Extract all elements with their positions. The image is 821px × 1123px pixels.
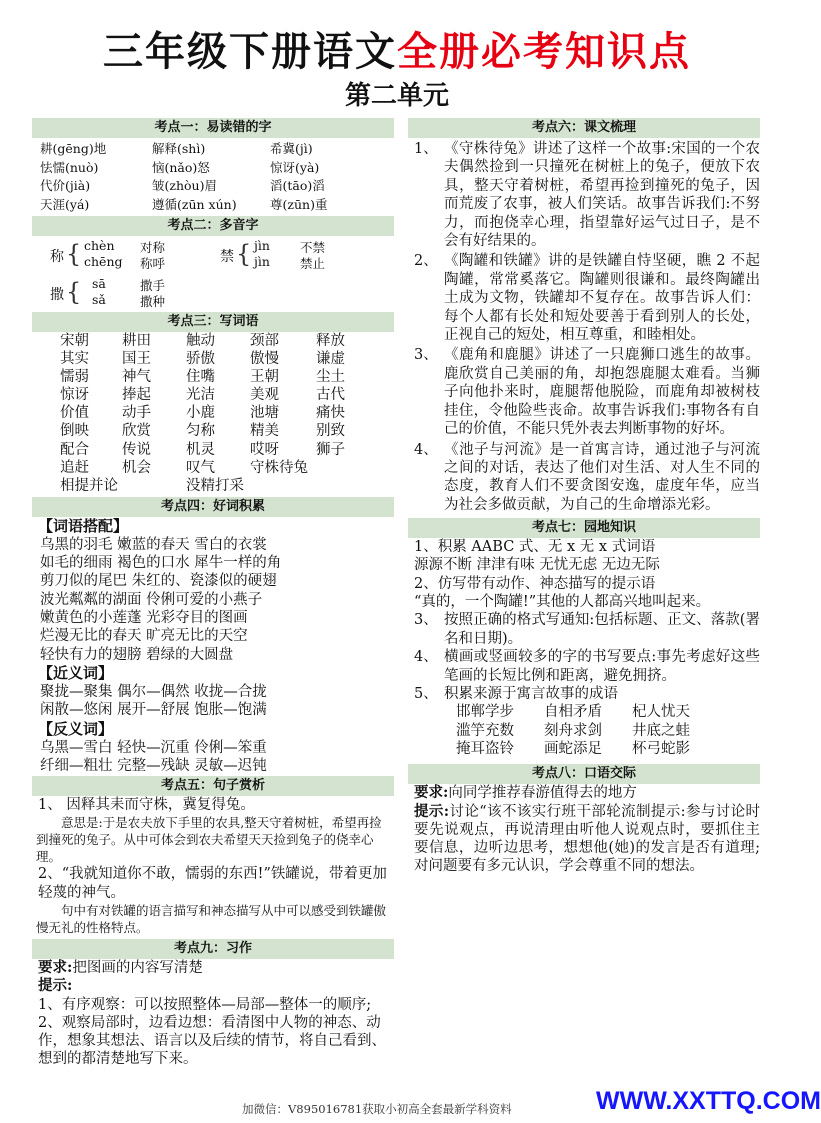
- footer-note: 加微信：V895016781获取小初高全套最新学科资料: [242, 1102, 512, 1116]
- word: [122, 477, 186, 495]
- section-header-6: 考点六：课文梳理: [408, 118, 760, 138]
- word: 耕田: [122, 333, 151, 349]
- word: 骄傲: [186, 351, 215, 368]
- item-number: 3、: [414, 612, 438, 629]
- word: 价值: [60, 405, 89, 422]
- item-text: 《陶罐和铁罐》讲的是铁罐自恃坚硬，瞧 2 不起陶罐，常常奚落它。陶罐则很谦和。最终陶罐出土成为文物，铁罐却不复存在。故事告诉人们：每个人都有长处和短处要善于看到别人的长处，正视自己的短处，相互尊重，和睦相处。: [444, 253, 760, 344]
- text-summary-item: [408, 140, 760, 250]
- title-red: 全册必考知识点: [397, 28, 691, 75]
- word: [316, 477, 376, 495]
- collocation-line: 波光粼粼的湖面 伶俐可爱的小燕子: [40, 591, 263, 608]
- word: 精美: [250, 423, 279, 440]
- sentence-2-analysis: 句中有对铁罐的语言描写和神态描写从中可以感受到铁罐傲慢无礼的性格特点。: [36, 903, 387, 935]
- polyphone-char: 称: [50, 249, 64, 265]
- idiom: 邯郸学步: [456, 704, 514, 721]
- pinyin: sā: [92, 276, 106, 291]
- collocation-line: 嫩黄色的小莲蓬 光彩夺目的图画: [40, 610, 248, 627]
- section-header-2: 考点二：多音字: [32, 216, 394, 236]
- misread-char: 皱(zhòu)眉: [152, 178, 217, 193]
- tip-text: 讨论“该不该实行班干部轮流制提示:参与讨论时要先说观点，再说清理由听他人说观点时，要抓住主要信息，边听边思考，想想他(她)的发言是否有道理;对问题要有多元认识，学会尊重不同的想法。: [414, 803, 761, 875]
- item-text: 积累来源于寓言故事的成语: [444, 685, 618, 702]
- idiom: 井底之蛙: [632, 722, 690, 739]
- word: 哎呀: [250, 441, 279, 458]
- word: 配合: [60, 441, 89, 458]
- word: 守株待兔: [250, 459, 308, 476]
- word: 撒种: [140, 294, 166, 309]
- left-column: [32, 118, 394, 1069]
- speaking-requirement: [408, 784, 760, 802]
- garden-line: 1、积累 AABC 式、无 x 无 x 式词语: [414, 539, 656, 556]
- writing-requirement: [32, 959, 394, 977]
- misread-char: 滔(tāo)滔: [270, 178, 325, 193]
- item-number: 2、: [414, 253, 438, 270]
- sentence-1-analysis: 意思是:于是农夫放下手里的农具,整天守着树桩，希望再捡到撞死的兔子。从中可体会到农夫希望天天捡到兔子的侥幸心理。: [36, 815, 382, 865]
- collocation-line: 如毛的细雨 褐色的口水 犀牛一样的角: [40, 555, 282, 572]
- antonym-line: 纤细—粗壮 完整—残缺 灵敏—迟钝: [40, 757, 267, 774]
- section-header-8: 考点八：口语交际: [408, 764, 760, 784]
- misread-char: 遵循(zūn xún): [152, 196, 237, 212]
- word: 机灵: [186, 441, 215, 458]
- writing-tip: 1、有序观察：可以按照整体—局部—整体一的顺序;: [38, 996, 372, 1013]
- idiom: 刻舟求剑: [544, 722, 602, 739]
- antonym-line: 乌黑—雪白 轻快—沉重 伶俐—笨重: [40, 739, 267, 756]
- collocation-line: 剪刀似的尾巴 朱红的、瓷漆似的硬翅: [40, 573, 277, 590]
- word: 欣赏: [122, 423, 151, 440]
- right-column: [408, 118, 760, 876]
- synonym-line: 聚拢—聚集 偶尔—偶然 收拢—合拢: [40, 683, 267, 700]
- collocation-line: 烂漫无比的春天 旷亮无比的天空: [40, 628, 248, 645]
- requirement-label: 要求:: [38, 959, 73, 976]
- section-header-7: 考点七：园地知识: [408, 518, 760, 538]
- word: 传说: [122, 441, 151, 458]
- misread-char: 天涯(yá): [40, 196, 90, 212]
- brace-icon: {: [66, 278, 82, 306]
- polyphone-group: [32, 238, 394, 270]
- garden-item: [408, 685, 760, 703]
- word-list-grid: [32, 332, 394, 495]
- misread-char: 惊讶(yà): [270, 159, 320, 175]
- garden-line: 源源不断 津津有味 无忧无虑 无边无际: [414, 557, 660, 574]
- polyphone-char: 撒: [50, 287, 64, 303]
- word: 宋朝: [60, 333, 89, 349]
- word: 对称: [140, 240, 166, 255]
- item-number: 1、: [414, 141, 438, 157]
- item-number: 3、: [414, 347, 438, 364]
- idiom: 杯弓蛇影: [632, 740, 690, 757]
- polyphone-group: [32, 276, 394, 308]
- tip-label: 提示:: [414, 802, 450, 820]
- section-header-5: 考点五：句子赏析: [32, 776, 394, 796]
- item-text: 《守株待兔》讲述了这样一个故事:宋国的一个农夫偶然捡到一只撞死在树桩上的兔子，便放下农具，整天守着树桩，希望再捡到撞死的兔子，因而荒废了农事，被人们笑话。故事告诉我们:不努力，而抱侥幸心理，指望靠好运气过日子，是不会有好结果的。: [444, 141, 760, 250]
- word: 神气: [122, 369, 151, 386]
- item-text: 《鹿角和鹿腿》讲述了一只鹿狮口逃生的故事。鹿欣赏自己美丽的角，却抱怨鹿腿太难看。当狮子向他扑来时，鹿腿帮他脱险，而鹿角却被树枝挂住，令他险些丧命。故事告诉我们:事物各有自己的价值，不能只凭外表去判断事物的好坏。: [444, 347, 760, 438]
- sentence-2: 2、“我就知道你不敢，懦弱的东西!”铁罐说，带着更加轻蔑的神气。: [38, 866, 387, 901]
- brace-icon: {: [66, 240, 82, 268]
- item-text: 按照正确的格式写通知:包括标题、正文、落款(署名和日期)。: [444, 612, 760, 647]
- brace-icon: {: [236, 240, 252, 268]
- text-summary-item: [408, 441, 760, 515]
- word: [250, 477, 316, 495]
- word: 撒手: [140, 278, 166, 293]
- word: 触动: [186, 333, 215, 349]
- site-watermark: WWW.XXTTQ.COM: [596, 1087, 821, 1115]
- word: 住嘴: [186, 369, 215, 386]
- pinyin: chēng: [84, 254, 123, 269]
- word: 捧起: [122, 387, 151, 404]
- misread-char: 耕(gēng)地: [40, 141, 107, 156]
- synonym-line: 闲散—悠闲 展开—舒展 饱胀—饱满: [40, 702, 267, 719]
- item-number: 4、: [414, 649, 438, 666]
- word: 傲慢: [250, 351, 279, 368]
- page-title: [0, 30, 794, 74]
- word: 古代: [316, 387, 345, 404]
- text-summary-item: [408, 252, 760, 344]
- word: 谦虚: [316, 351, 345, 368]
- collocation-title: 【词语搭配】: [38, 516, 129, 535]
- text-summary-item: [408, 346, 760, 438]
- idiom: 杞人忧天: [632, 704, 690, 721]
- word: 没精打采: [186, 477, 244, 494]
- polyphone-char: 禁: [220, 249, 234, 265]
- collocation-line: 乌黑的羽毛 嫩蓝的春天 雪白的衣裳: [40, 536, 267, 553]
- synonym-title: 【近义词】: [38, 663, 114, 682]
- idiom: 掩耳盗铃: [456, 740, 514, 757]
- garden-line: “真的，一个陶罐!”其他的人都高兴地叫起来。: [414, 594, 711, 611]
- requirement-text: 把图画的内容写清楚: [72, 960, 203, 976]
- word: 尘土: [316, 369, 345, 386]
- misread-char: 代价(jià): [40, 178, 91, 193]
- misread-char: 希冀(jì): [270, 141, 313, 156]
- garden-item: [408, 648, 760, 685]
- word: 倒映: [60, 423, 89, 440]
- speaking-tip: [408, 803, 760, 876]
- misread-chars-grid: [32, 140, 394, 214]
- word: 禁止: [300, 256, 326, 271]
- item-text: 横画或竖画较多的字的书写要点:事先考虑好这些笔画的长短比例和距离，避免拥挤。: [444, 649, 760, 684]
- word: 国王: [122, 351, 151, 368]
- section-header-3: 考点三：写词语: [32, 312, 394, 332]
- word: 懦弱: [60, 369, 89, 386]
- pinyin: sǎ: [92, 292, 106, 307]
- word: 别致: [316, 423, 345, 440]
- word: 不禁: [300, 240, 326, 255]
- requirement-label: 要求:: [414, 784, 449, 802]
- word: 美观: [250, 387, 279, 404]
- word: 其实: [60, 351, 89, 368]
- tip-label: 提示:: [38, 977, 73, 995]
- title-black: 三年级下册语文: [103, 28, 397, 75]
- requirement-text: 向同学推荐春游值得去的地方: [448, 785, 637, 802]
- pinyin: jìn: [254, 238, 270, 253]
- sentence-1: 1、 因释其耒而守株，冀复得兔。: [38, 797, 255, 814]
- word: 王朝: [250, 369, 279, 386]
- word: 痛快: [316, 405, 345, 422]
- page-subtitle: 第二单元: [344, 81, 449, 111]
- garden-item: [408, 611, 760, 648]
- idiom: 滥竽充数: [456, 722, 514, 739]
- writing-tip: 2、观察局部时，边看边想：看清图中人物的神态、动作，想象其想法、语言以及后续的情节，将自己看到、想到的都清楚地写下来。: [38, 1014, 386, 1068]
- item-number: 4、: [414, 441, 438, 458]
- writing-tip-label: [32, 977, 394, 995]
- word: 惊讶: [60, 387, 89, 404]
- garden-line: 2、仿写带有动作、神态描写的提示语: [414, 575, 656, 592]
- misread-char: 怯懦(nuò): [40, 159, 99, 175]
- pinyin: jìn: [254, 254, 270, 269]
- idiom-grid: [408, 703, 760, 758]
- word: 动手: [122, 405, 151, 422]
- word: 颈部: [250, 333, 279, 349]
- misread-char: 恼(nǎo)怒: [152, 159, 210, 175]
- misread-char: 解释(shì): [152, 141, 206, 156]
- word: 池塘: [250, 405, 279, 422]
- word: 相提并论: [60, 477, 118, 494]
- word: 小鹿: [186, 405, 215, 422]
- misread-char: 尊(zūn)重: [270, 196, 328, 212]
- item-number: 5、: [414, 685, 438, 702]
- antonym-title: 【反义词】: [38, 719, 114, 738]
- section-header-4: 考点四：好词积累: [32, 497, 394, 517]
- word: 称呼: [140, 256, 166, 271]
- word: 狮子: [316, 441, 345, 458]
- word: [316, 459, 376, 477]
- idiom: 画蛇添足: [544, 740, 602, 757]
- pinyin: chèn: [84, 238, 115, 253]
- section-header-9: 考点九：习作: [32, 939, 394, 959]
- word: 光洁: [186, 387, 215, 404]
- word: 释放: [316, 333, 345, 349]
- section-header-1: 考点一：易读错的字: [32, 118, 394, 138]
- idiom: 自相矛盾: [544, 704, 602, 721]
- word: 机会: [122, 459, 151, 476]
- item-text: 《池子与河流》是一首寓言诗，通过池子与河流之间的对话，表达了他们对生活、对人生不同的态度，教育人们不要贪图安逸，虚度年华，应当为社会多做贡献，为自己的生命增添光彩。: [444, 441, 760, 513]
- collocation-line: 轻快有力的翅膀 碧绿的大圆盘: [40, 646, 234, 663]
- word: 追赶: [60, 459, 89, 476]
- word: 匀称: [186, 423, 215, 440]
- word: 叹气: [186, 459, 215, 476]
